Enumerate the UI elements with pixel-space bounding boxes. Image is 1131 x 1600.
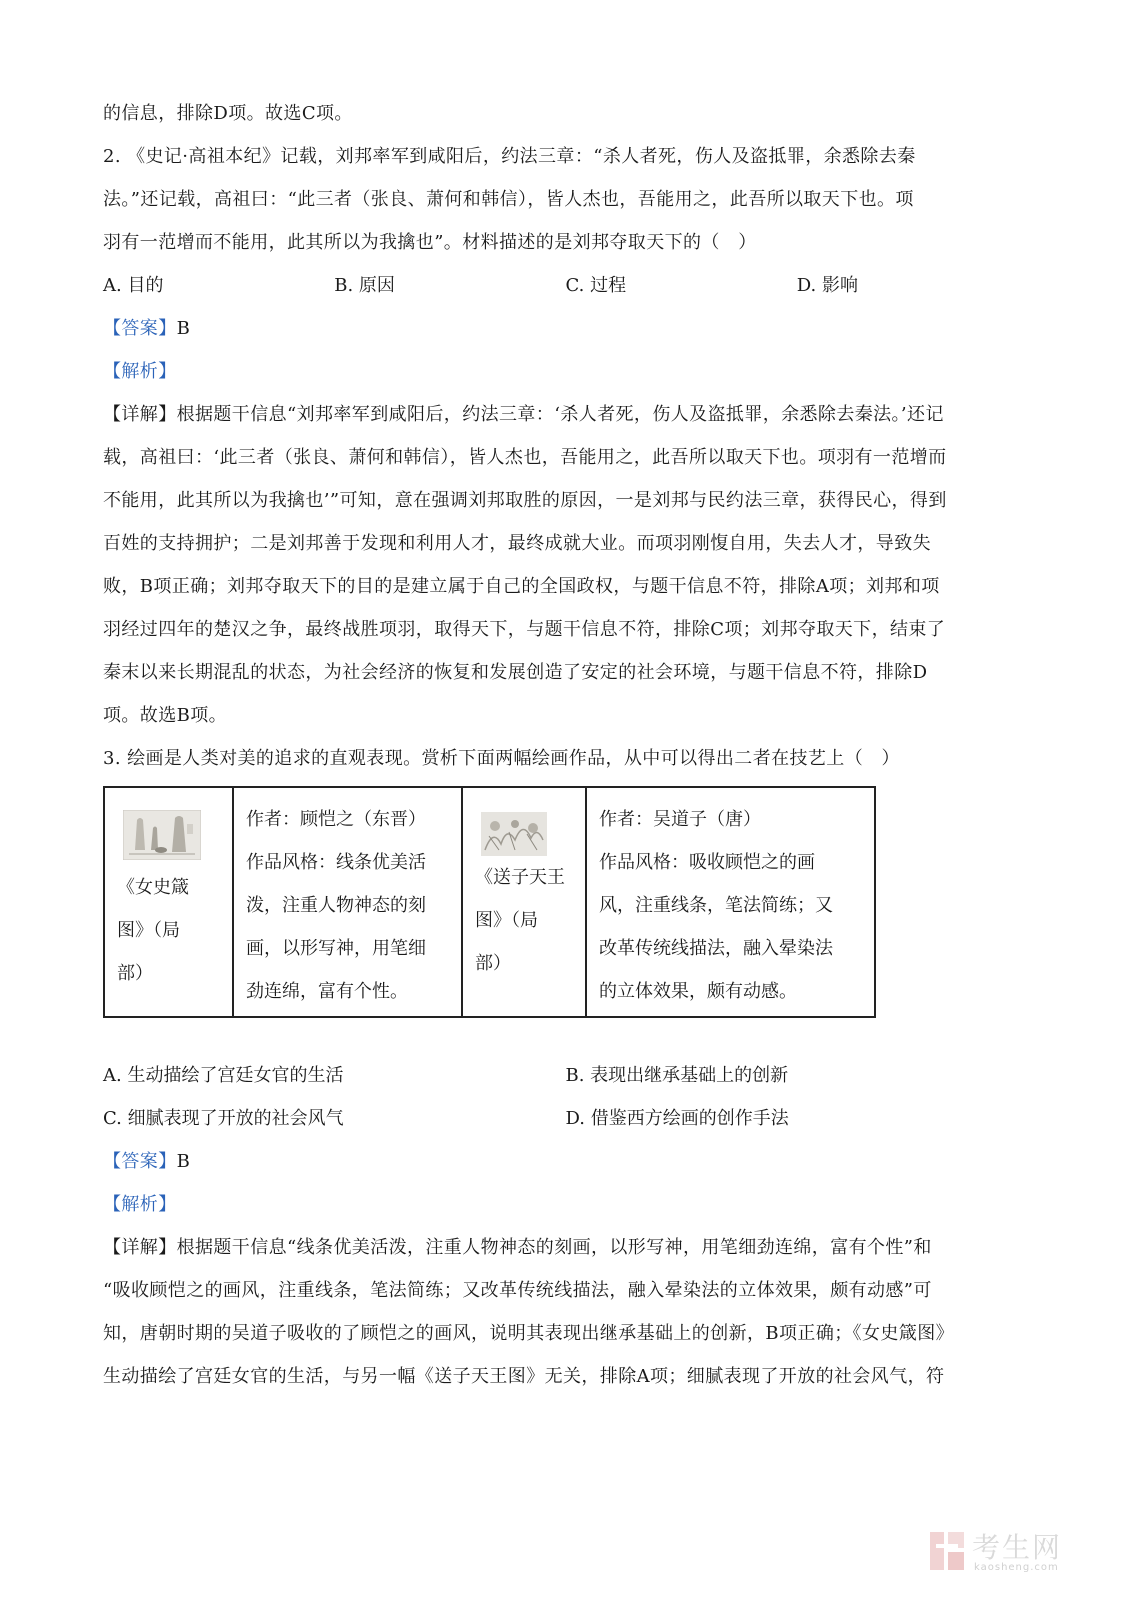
continued-text: 的信息，排除D项。故选C项。 <box>103 103 353 124</box>
kaosheng-logo-icon <box>928 1530 966 1572</box>
work1-title-line: 图》（局 <box>117 920 180 941</box>
analysis-tag: 【解析】 <box>103 361 177 382</box>
work1-desc-line: 作者：顾恺之（东晋） <box>246 809 426 830</box>
artwork-table <box>103 786 876 1018</box>
q3-options-row-2 <box>103 1097 1028 1140</box>
question-2 <box>103 135 1028 737</box>
answer-tag: 【答案】 <box>103 318 177 339</box>
answer-value: B <box>176 1151 191 1172</box>
q2-options <box>103 264 1028 307</box>
work1-desc-cell <box>233 787 462 1017</box>
q3-detail-line: “吸收顾恺之的画风，注重线条，笔法简练；又改革传统线描法，融入晕染法的立体效果，颇有动感”可 <box>103 1280 932 1301</box>
q3-option-d: D. 借鉴西方绘画的创作手法 <box>565 1108 789 1129</box>
q2-analysis <box>103 350 1028 393</box>
q2-option-a: A. 目的 <box>103 275 164 296</box>
work2-desc-line: 的立体效果，颇有动感。 <box>599 981 797 1002</box>
work2-desc-cell <box>586 787 875 1017</box>
q2-option-c: C. 过程 <box>565 275 627 296</box>
work2-title-line: 部） <box>475 953 511 974</box>
work1-desc-line: 泼，注重人物神态的刻 <box>246 895 426 916</box>
q3-option-c: C. 细腻表现了开放的社会风气 <box>103 1108 344 1129</box>
work2-desc-line: 改革传统线描法，融入晕染法 <box>599 938 833 959</box>
work1-title-line: 《女史箴 <box>117 877 189 898</box>
work2-title-line: 图》（局 <box>475 910 538 931</box>
painting-thumbnail-nvshizhen <box>123 810 201 860</box>
q3-option-a: A. 生动描绘了宫廷女官的生活 <box>103 1065 344 1086</box>
work2-title-cell <box>462 787 586 1017</box>
work2-desc-line: 作者：吴道子（唐） <box>599 809 761 830</box>
q2-detail-line: 载，高祖曰：‘此三者（张良、萧何和韩信），皆人杰也，吾能用之，此吾所以取天下也。项羽有一范增而 <box>103 447 947 468</box>
q3-analysis <box>103 1183 1028 1226</box>
question-3 <box>103 737 1028 1398</box>
q3-option-b: B. 表现出继承基础上的创新 <box>565 1065 789 1086</box>
work2-title-line: 《送子天王 <box>475 867 565 888</box>
q2-stem-line: 羽有一范增而不能用，此其所以为我擒也”。材料描述的是刘邦夺取天下的（ ） <box>103 232 757 253</box>
work1-desc-line: 作品风格：线条优美活 <box>246 852 426 873</box>
work1-desc-line: 劲连绵，富有个性。 <box>246 981 408 1002</box>
detail-text: 根据题干信息“刘邦率军到咸阳后，约法三章：‘杀人者死，伤人及盗抵罪，余悉除去秦法。’还记 <box>176 404 944 425</box>
q2-detail-line: 项。故选B项。 <box>103 705 228 726</box>
q2-detail-line: 败，B项正确；刘邦夺取天下的目的是建立属于自己的全国政权，与题干信息不符，排除A项；刘邦和项 <box>103 576 940 597</box>
q2-detail-line <box>103 393 1028 436</box>
q2-option-d: D. 影响 <box>796 275 858 296</box>
q2-detail-line: 秦末以来长期混乱的状态，为社会经济的恢复和发展创造了安定的社会环境，与题干信息不符，排除D <box>103 662 928 683</box>
q3-answer <box>103 1140 1028 1183</box>
q2-stem-line: 法。”还记载，高祖曰：“此三者（张良、萧何和韩信），皆人杰也，吾能用之，此吾所以取天下也。项 <box>103 189 914 210</box>
painting-thumbnail-songzi <box>481 812 547 856</box>
q2-detail-line: 羽经过四年的楚汉之争，最终战胜项羽，取得天下，与题干信息不符，排除C项；刘邦夺取天下，结束了 <box>103 619 946 640</box>
q3-detail-line: 知，唐朝时期的吴道子吸收的了顾恺之的画风，说明其表现出继承基础上的创新，B项正确；《女史箴图》 <box>103 1323 955 1344</box>
q3-stem: 3. 绘画是人类对美的追求的直观表现。赏析下面两幅绘画作品，从中可以得出二者在技艺上（ ） <box>103 748 900 769</box>
watermark-url: kaosheng.com <box>974 1562 1059 1573</box>
q2-answer <box>103 307 1028 350</box>
work2-desc-line: 风，注重线条，笔法简练；又 <box>599 895 833 916</box>
q3-detail-line <box>103 1226 1028 1269</box>
watermark-text: 考生网 <box>972 1531 1063 1564</box>
analysis-tag: 【解析】 <box>103 1194 177 1215</box>
q3-options-row-1 <box>103 1054 1028 1097</box>
document-page <box>103 92 1028 1398</box>
q2-option-b: B. 原因 <box>334 275 395 296</box>
q2-detail-line: 百姓的支持拥护；二是刘邦善于发现和利用人才，最终成就大业。而项羽刚愎自用，失去人才，导致失 <box>103 533 931 554</box>
work2-desc-line: 作品风格：吸收顾恺之的画 <box>599 852 815 873</box>
work1-title-cell <box>104 787 233 1017</box>
work1-title-line: 部） <box>117 963 153 984</box>
watermark <box>928 1526 1073 1578</box>
work1-desc-line: 画，以形写神，用笔细 <box>246 938 426 959</box>
q2-stem-line: 2. 《史记·高祖本纪》记载，刘邦率军到咸阳后，约法三章：“杀人者死，伤人及盗抵罪，余悉除去秦 <box>103 146 916 167</box>
q2-detail-line: 不能用，此其所以为我擒也’”可知，意在强调刘邦取胜的原因，一是刘邦与民约法三章，获得民心，得到 <box>103 490 947 511</box>
answer-tag: 【答案】 <box>103 1151 177 1172</box>
detail-text: 根据题干信息“线条优美活泼，注重人物神态的刻画，以形写神，用笔细劲连绵，富有个性”和 <box>176 1237 932 1258</box>
q3-detail-line: 生动描绘了宫廷女官的生活，与另一幅《送子天王图》无关，排除A项；细腻表现了开放的社会风气，符 <box>103 1366 945 1387</box>
detail-tag: 【详解】 <box>103 1237 177 1258</box>
answer-value: B <box>176 318 191 339</box>
detail-tag: 【详解】 <box>103 404 177 425</box>
